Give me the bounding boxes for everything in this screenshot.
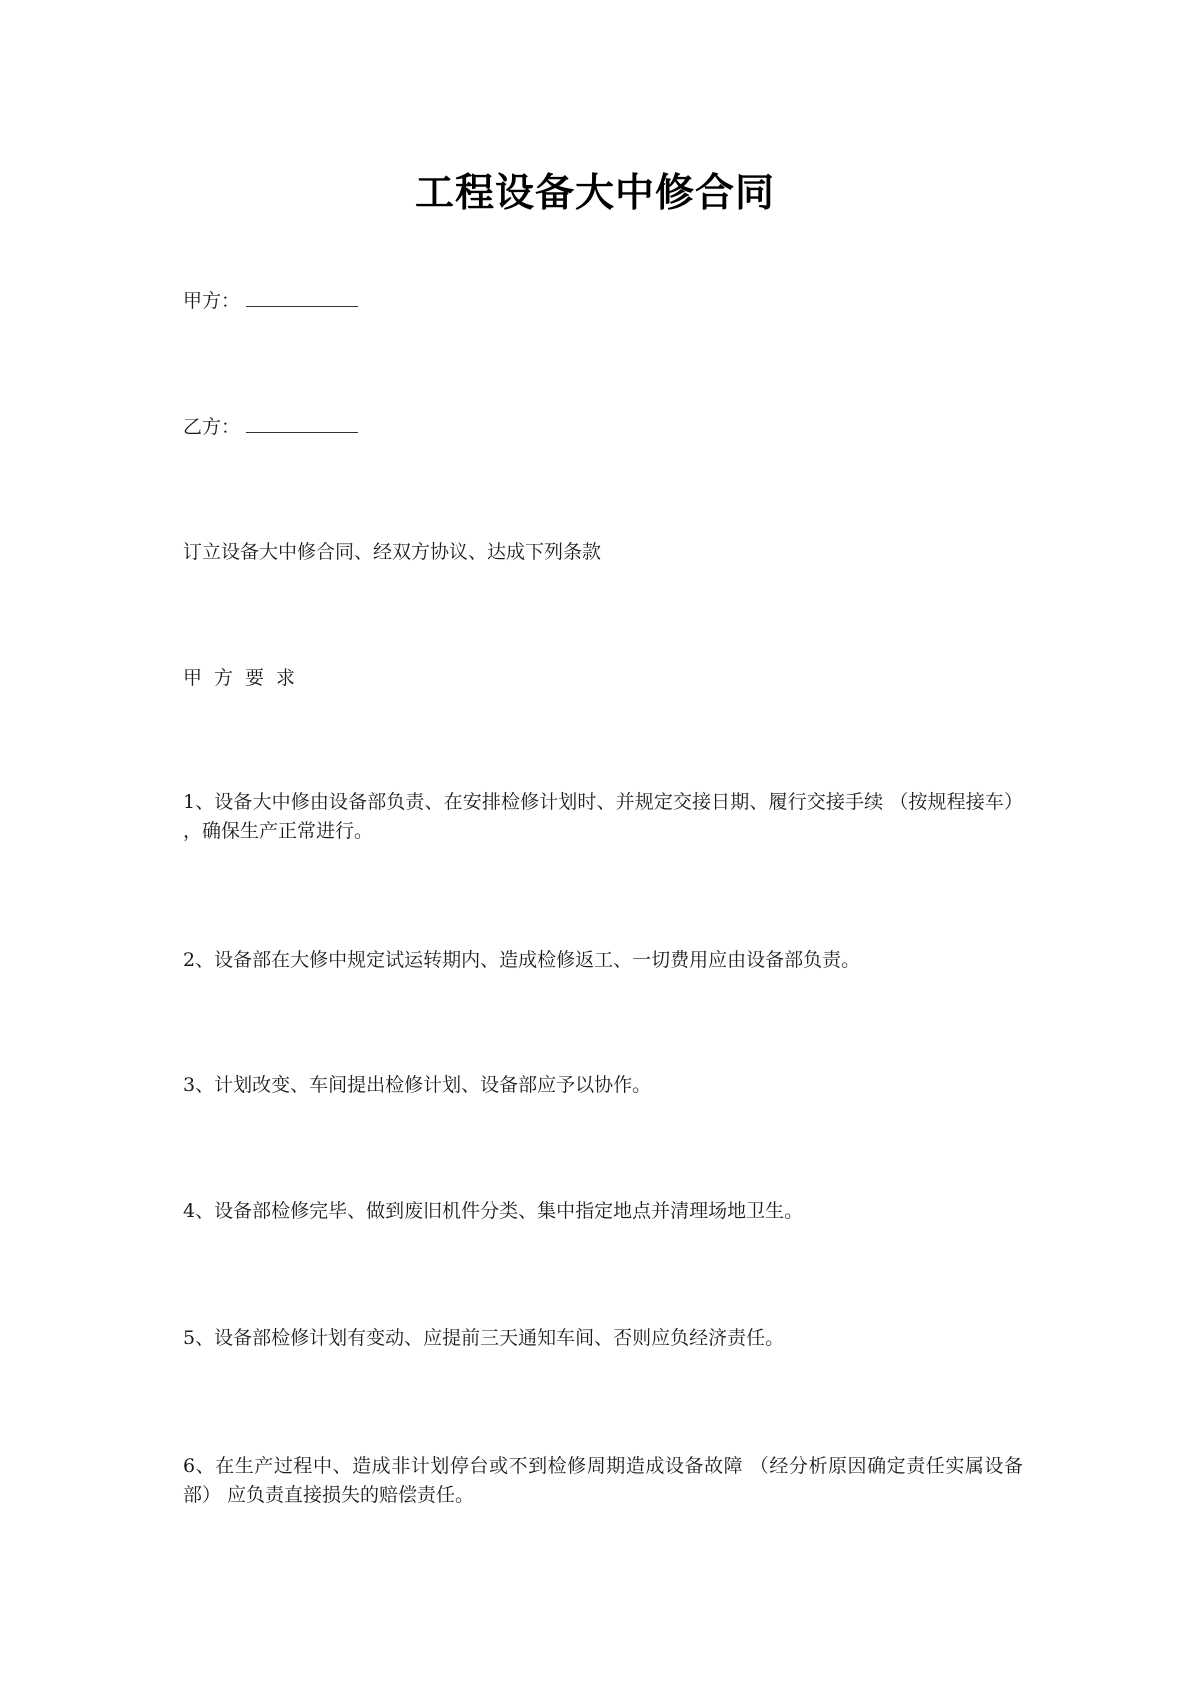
clause-2: 2、设备部在大修中规定试运转期内、造成检修返工、一切费用应由设备部负责。 (183, 949, 861, 971)
preamble: 订立设备大中修合同、经双方协议、达成下列条款 (183, 541, 602, 563)
party-b-line (183, 412, 1023, 442)
clause-1: 1、设备大中修由设备部负责、在安排检修计划时、并规定交接日期、履行交接手续 （按规程接车） ，确保生产正常进行。 (183, 791, 1023, 842)
party-a-blank-field[interactable] (246, 288, 358, 307)
section-heading: 甲方要求 (183, 667, 308, 689)
clause-6: 6、在生产过程中、造成非计划停台或不到检修周期造成设备故障 （经分析原因确定责任实属设备部） 应负责直接损失的赔偿责任。 (183, 1455, 1023, 1506)
party-a-line (183, 286, 1023, 316)
party-b-blank-field[interactable] (246, 414, 358, 433)
clause-3: 3、计划改变、车间提出检修计划、设备部应予以协作。 (183, 1074, 652, 1096)
party-a-label: 甲方： (183, 290, 241, 312)
clause-4: 4、设备部检修完毕、做到废旧机件分类、集中指定地点并清理场地卫生。 (183, 1200, 804, 1222)
clause-5: 5、设备部检修计划有变动、应提前三天通知车间、否则应负经济责任。 (183, 1327, 785, 1349)
document-title: 工程设备大中修合同 (414, 170, 775, 216)
party-b-label: 乙方： (183, 416, 241, 438)
